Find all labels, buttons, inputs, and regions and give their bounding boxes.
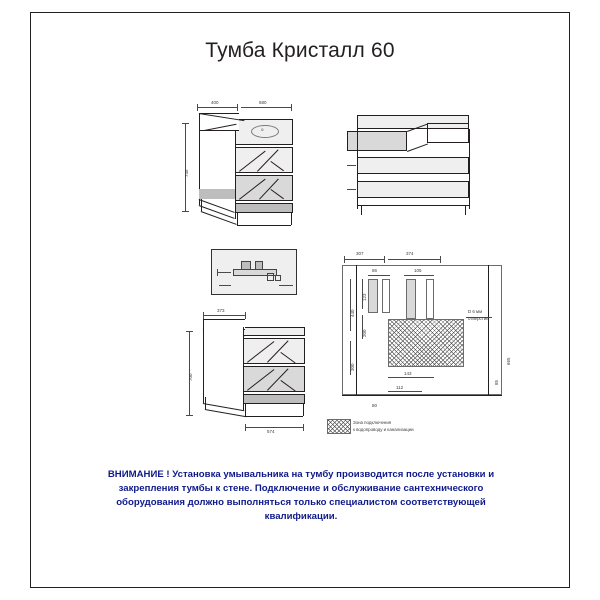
hole-note-2: отверстие (468, 316, 489, 321)
dim-width-bottom: 574 (267, 429, 275, 434)
dim-wm-200: 200 (362, 329, 367, 337)
dim-wm-300: 300 (350, 363, 355, 371)
view-detail-hardware (211, 249, 297, 295)
dim-wm-85: 85 (494, 379, 499, 385)
hole-note: D 6 мм (468, 309, 483, 314)
dim-width-top: 580 (259, 100, 267, 105)
legend-label-2: к водопроводу и канализации (353, 427, 414, 432)
warning-text: ВНИМАНИЕ ! Установка умывальника на тумбу производится после установки и закрепления тумбы к стене. Подключение и обслуживание сантехнического оборудования должно выполняться только специалистом соответствующей квалификации. (107, 469, 495, 522)
dim-wm-143: 143 (404, 371, 412, 376)
page-title: Тумба Кристалл 60 (205, 39, 395, 62)
dim-wm-105: 105 (414, 268, 422, 273)
dim-depth-top: 400 (211, 100, 219, 105)
dim-wm-112: 112 (396, 385, 404, 390)
legend-label-1: Зона подключения (353, 420, 392, 425)
view-bottom-iso (181, 303, 326, 443)
dim-wm-86: 86 (372, 268, 378, 273)
dim-wm-665: 665 (506, 357, 511, 365)
legend-hatch-swatch (327, 419, 349, 432)
view-open-drawers (341, 101, 476, 231)
view-wall-mount (326, 245, 521, 445)
view-front-iso: 400 580 o 745 (179, 101, 319, 231)
dim-wm-123: 123 (362, 293, 367, 301)
dim-height-side: 745 (184, 169, 189, 177)
dim-depth-bottom: 373 (217, 308, 225, 313)
sheet-border (30, 12, 570, 588)
dim-wm-440: 440 (350, 309, 355, 317)
dim-height-bottom: 700 (188, 373, 193, 381)
dim-wm-374: 374 (406, 251, 414, 256)
dim-wm-80: 80 (372, 403, 378, 408)
dim-wm-307: 307 (356, 251, 364, 256)
